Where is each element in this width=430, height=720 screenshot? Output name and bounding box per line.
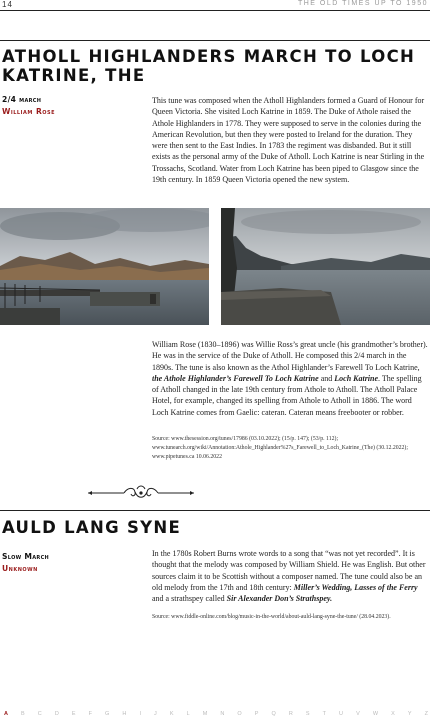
tune-type-2: Slow March — [2, 552, 50, 561]
composer-note-text-e: . The spelling of Atholl changed in the late 19th century from Athole to Atholl. The Atholl Palace Hotel, for example, changed its spelling from Athole to Atholl in 1886. The word Loch Katrine comes from Gaelic: cateran. Cateran means freebooter or robber. — [152, 373, 422, 417]
source-citation: Source: www.thesession.org/tunes/17986 (03.10.2022); (15/p. 147); (53/p. 112); www.tunearch.org/wiki/Annotation:Athole_Highlander%27s_Farewell_to_Loch_Katrine_(The) (30.12.2022); www.pipetunes.ca 10.06.2022 — [152, 436, 408, 461]
composer-note — [152, 339, 428, 418]
alphabet-letter-x[interactable]: X — [391, 711, 395, 717]
composer-note-text-a: William Rose (1830–1896) was Willie Ross’s great uncle (his grandmother’s brother). He was in the service of the Duke of Atholl. He composed this 2/4 march in the 1890s. The tune is also known as the Athol Highlander’s Farewell To Loch Katrine, — [152, 340, 428, 372]
source-citation-2: Source: www.fiddle-online.com/blog/music-in-the-world/about-auld-lang-syne-the-tune/ (28.04.2023). — [152, 614, 391, 620]
alphabet-letter-v[interactable]: V — [356, 711, 360, 717]
alphabet-letter-b[interactable]: B — [21, 711, 25, 717]
alphabet-letter-s[interactable]: S — [305, 711, 310, 717]
alphabet-letter-j[interactable]: J — [154, 711, 157, 717]
alphabet-letter-i[interactable]: I — [139, 711, 141, 717]
alphabet-letter-l[interactable]: L — [186, 711, 190, 717]
alt-title-2: Loch Katrine — [334, 373, 379, 383]
tune2-text-c: and a strathspey called — [152, 594, 225, 604]
alphabet-letter-a[interactable]: A — [4, 711, 8, 717]
alphabet-index — [4, 711, 428, 717]
composer-note-text-c: and — [320, 373, 333, 383]
alphabet-letter-t[interactable]: T — [322, 711, 326, 717]
alphabet-letter-u[interactable]: U — [339, 711, 344, 717]
tune2-text-a: In the 1780s Robert Burns wrote words to a song that “was not yet recorded”. It is thought that the melody was composed by William Shield. He was English. But other sources claim it to be Scottish without a composer named. The tune could also be an old melody from the 17th and 18th century: — [152, 549, 426, 592]
alphabet-letter-p[interactable]: P — [254, 711, 259, 717]
page-number: 14 — [2, 0, 13, 9]
alphabet-letter-q[interactable]: Q — [271, 711, 276, 717]
tune-composer: William Rose — [2, 107, 56, 116]
alphabet-letter-w[interactable]: W — [372, 711, 379, 717]
alphabet-letter-f[interactable]: F — [88, 711, 92, 717]
tune2-strathspey: Sir Alexander Don’s Strathspey. — [226, 594, 333, 604]
alphabet-letter-k[interactable]: K — [169, 711, 174, 717]
alphabet-letter-n[interactable]: N — [220, 711, 225, 717]
alphabet-letter-o[interactable]: O — [237, 711, 242, 717]
header-rule — [0, 10, 430, 11]
photo-loch-shore — [221, 208, 430, 325]
title-rule — [0, 40, 430, 41]
tune-description: This tune was composed when the Atholl Highlanders formed a Guard of Honour for Queen Victoria. She visited Loch Katrine in 1859. The Duke of Athole raised the Athole Highlanders in 1778. They were supposed to serve in the colonies during the American Revolution, but then they were posted to Ireland for the duration. They were then sent to the East Indies. In 1783 the regiment was disbanded. But it still exists as the personal army of the Duke of Atholl. Loch Katrine is near Stirling in the Trossachs, Scotland. Water from Loch Katrine has been piped to Glasgow since the 19th century. In 1859 Queen Victoria opened the new system. — [152, 96, 425, 185]
section-rule — [0, 510, 430, 511]
alphabet-letter-h[interactable]: H — [122, 711, 127, 717]
tune-type: 2/4 march — [2, 95, 42, 104]
alphabet-letter-z[interactable]: Z — [424, 711, 428, 717]
tune2-alt-titles: Miller’s Wedding, Lasses of the Ferry — [293, 582, 418, 592]
alt-title-1: the Athole Highlander’s Farewell To Loch Katrine — [152, 373, 319, 383]
alphabet-letter-d[interactable]: D — [54, 711, 59, 717]
alphabet-letter-c[interactable]: C — [37, 711, 42, 717]
alphabet-letter-e[interactable]: E — [71, 711, 76, 717]
alphabet-letter-r[interactable]: R — [288, 711, 293, 717]
tune-title-2: AULD LANG SYNE — [2, 518, 182, 537]
tune-title: ATHOLL HIGHLANDERS MARCH TO LOCH KATRINE, THE — [2, 47, 416, 85]
alphabet-letter-m[interactable]: M — [202, 711, 208, 717]
ornamental-flourish-icon — [88, 485, 194, 501]
alphabet-letter-y[interactable]: Y — [407, 711, 412, 717]
tune-description-2 — [152, 548, 428, 604]
photo-loch-pier — [0, 208, 209, 325]
tune-composer-2: Unknown — [2, 564, 38, 573]
running-title: THE OLD TIMES UP TO 1950 — [297, 0, 428, 7]
alphabet-letter-g[interactable]: G — [105, 711, 110, 717]
